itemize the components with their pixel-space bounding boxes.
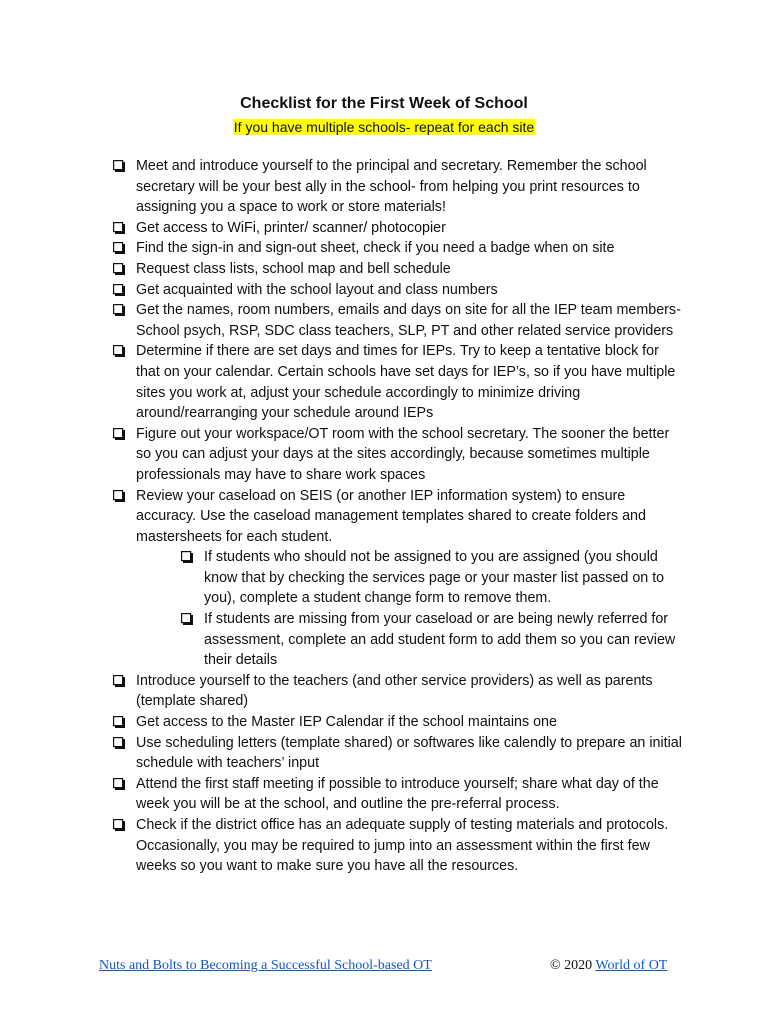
checklist-subitem [181, 547, 683, 609]
checklist-item-text: Request class lists, school map and bell schedule [136, 260, 451, 277]
page-subtitle: If you have multiple schools- repeat for each site [233, 119, 535, 135]
checklist-item [113, 259, 683, 280]
checkbox-icon [113, 716, 125, 728]
checklist-item-text: Get access to the Master IEP Calendar if the school maintains one [136, 714, 557, 731]
checklist-subitem-text: If students are missing from your caseload or are being newly referred for assessment, complete an add student form to add them so you can review their details [204, 611, 676, 669]
footer-guide-link[interactable]: Nuts and Bolts to Becoming a Successful School-based OT [99, 958, 432, 973]
checkbox-icon [113, 222, 125, 234]
checklist-subitem-text: If students who should not be assigned to you are assigned (you should know that by checking the services page or your master list passed on to you), complete a student change form to remove them. [204, 549, 665, 607]
checkbox-icon [113, 242, 125, 254]
checkbox-icon [113, 737, 125, 749]
checkbox-icon [113, 675, 125, 687]
checklist-item [113, 156, 683, 218]
checklist-item-text: Figure out your workspace/OT room with the school secretary. The sooner the better so you can adjust your days at the sites accordingly, because sometimes multiple professionals may have to share work spaces [136, 425, 670, 483]
checklist-item-text: Introduce yourself to the teachers (and other service providers) as well as parents (template shared) [136, 672, 653, 710]
checkbox-icon [113, 304, 125, 316]
checklist-subitem [181, 609, 683, 671]
checklist-item-text: Attend the first staff meeting if possible to introduce yourself; share what day of the week you will be at the school, and outline the pre-referral process. [136, 775, 659, 813]
checklist-item [113, 424, 683, 486]
checkbox-icon [113, 263, 125, 275]
checklist-item-text: Find the sign-in and sign-out sheet, check if you need a badge when on site [136, 240, 615, 257]
checklist [113, 156, 683, 877]
checkbox-icon [113, 490, 125, 502]
checklist-item-text: Meet and introduce yourself to the principal and secretary. Remember the school secretary will be your best ally in the school- from helping you print resources to assigning you a space to work or store materials! [136, 158, 647, 216]
checklist-item-text: Get access to WiFi, printer/ scanner/ photocopier [136, 219, 446, 236]
copyright-text: © 2020 [550, 958, 593, 973]
checklist-item [113, 280, 683, 301]
checklist-item [113, 238, 683, 259]
checkbox-icon [113, 428, 125, 440]
checklist-item-text: Get the names, room numbers, emails and days on site for all the IEP team members- School psych, RSP, SDC class teachers, SLP, PT and other related service providers [136, 302, 681, 339]
footer-right [550, 957, 667, 975]
checkbox-icon [113, 819, 125, 831]
checkbox-icon [113, 345, 125, 357]
checklist-item [113, 815, 683, 877]
footer-left [99, 957, 432, 975]
checklist-item [113, 712, 683, 733]
checklist-item-text: Determine if there are set days and times for IEPs. Try to keep a tentative block for that on your calendar. Certain schools have set days for IEP’s, so if you have multiple sites you work at, adjust your schedule accordingly to minimize driving around/rearranging your schedule around IEPs [136, 343, 676, 422]
checkbox-icon [113, 778, 125, 790]
checklist-item [113, 218, 683, 239]
checkbox-icon [181, 551, 193, 563]
checklist-item [113, 671, 683, 712]
subtitle-wrapper [0, 117, 768, 137]
checklist-item [113, 733, 683, 774]
checklist-sublist [136, 547, 683, 671]
checklist-item [113, 774, 683, 815]
checkbox-icon [181, 613, 193, 625]
checkbox-icon [113, 160, 125, 172]
footer-site-link[interactable]: World of OT [595, 958, 668, 973]
checklist-item [113, 300, 683, 341]
checkbox-icon [113, 284, 125, 296]
checklist-item [113, 486, 683, 671]
checklist-item [113, 341, 683, 423]
page-title: Checklist for the First Week of School [240, 95, 528, 112]
checklist-item-text: Review your caseload on SEIS (or another IEP information system) to ensure accuracy. Use the caseload management templates shared to create folders and mastersheets for each student. [136, 487, 646, 545]
checklist-item-text: Check if the district office has an adequate supply of testing materials and protocols. Occasionally, you may be required to jump into an assessment within the first few weeks so you want to make sure you have all the resources. [136, 817, 669, 875]
checklist-item-text: Get acquainted with the school layout and class numbers [136, 281, 498, 298]
checklist-item-text: Use scheduling letters (template shared) or softwares like calendly to prepare an initial schedule with teachers’ input [136, 734, 682, 772]
